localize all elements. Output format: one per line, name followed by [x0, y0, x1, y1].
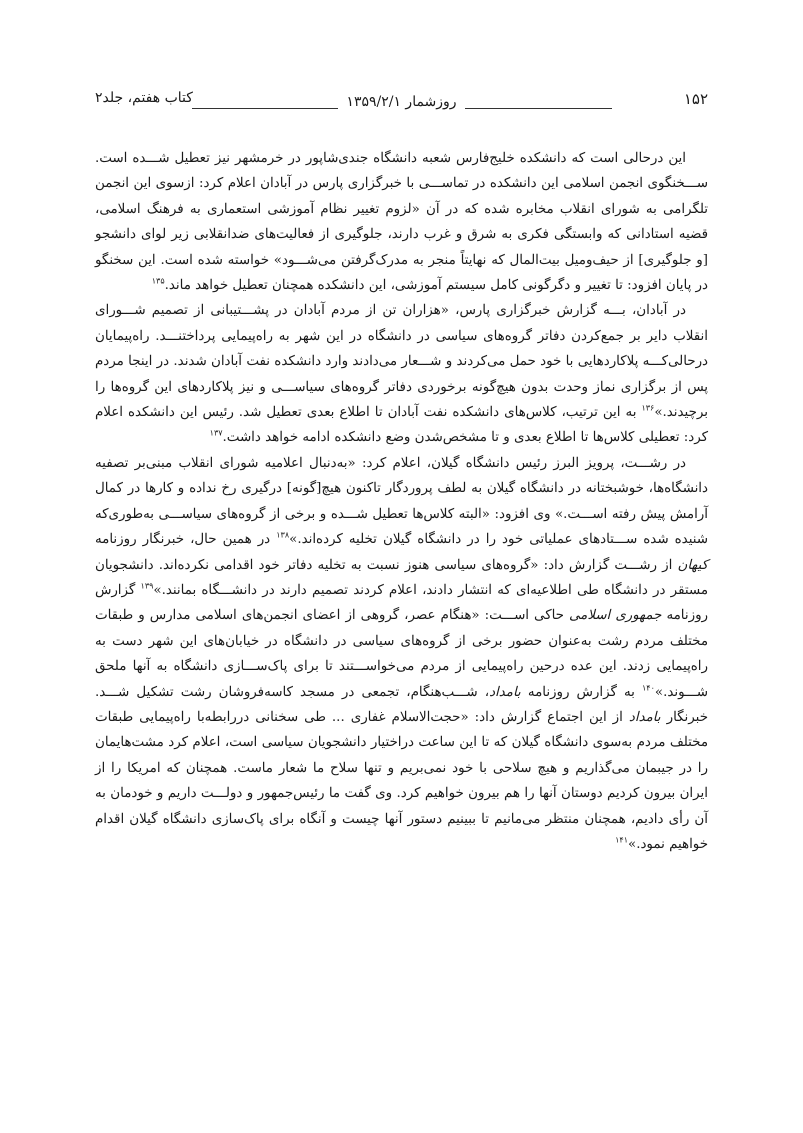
page-number: ۱۵۲: [683, 90, 708, 108]
newspaper-title: جمهوری اسلامی: [569, 608, 662, 624]
header-date: روزشمار ۱۳۵۹/۲/۱: [346, 94, 457, 110]
header-date-rule: [192, 94, 612, 110]
paragraph-text: به این ترتیب، کلاس‌های دانشکده نفت آبادان تا اطلاع بعدی تعطیل شد. رئیس این دانشکده اعلام کرد: تعطیلی کلاس‌ها تا اطلاع بعدی و تا مشخص‌شدن وضع دانشکده ادامه خواهد داشت.: [95, 405, 708, 446]
footnote-ref: ۱۴۰: [641, 683, 655, 693]
footnote-ref: ۱۳۸: [276, 530, 290, 540]
paragraph: [95, 146, 708, 298]
running-header: [95, 90, 708, 120]
body-text: [95, 146, 708, 857]
footnote-ref: ۱۳۷: [209, 429, 223, 438]
paragraph-text: حاکی اســـت: «هنگام عصر، گروهی از اعضای انجمن‌های اسلامی مدارس و طبقات مختلف مردم رشت به‌عنوان حضور برخی از گروه‌های سیاسی در دانشگاه در خیابان‌های این شهر دست به راه‌پیمایی زدند. این عده درحین راه‌پیمایی از مردم می‌خواســـتند تا برای پاک‌ســـازی دانشگاه به آنها ملحق شـــوند.»: [95, 608, 708, 700]
footnote-ref: ۱۳۹: [140, 581, 154, 591]
paragraph: [95, 298, 708, 450]
footnote-ref: ۱۴۱: [615, 835, 629, 845]
header-rule-left: [192, 108, 339, 109]
paragraph-text: گزارش روزنامه: [95, 582, 708, 624]
header-rule-right: [465, 108, 612, 109]
newspaper-title: بامداد: [628, 709, 661, 725]
paragraph-text: ، شـــب‌هنگام، تجمعی در مسجد کاسه‌فروشان رشت تشکیل شـــد. خبرنگار: [95, 684, 708, 725]
footnote-ref: ۱۳۶: [641, 403, 655, 413]
paragraph-text: در رشـــت، پرویز البرز رئیس دانشگاه گیلان، اعلام کرد: «به‌دنبال اعلامیه شورای انقلاب مبنی‌بر تصفیه دانشگاه‌ها، خوشبختانه در دانشگاه گیلان به لطف پروردگار تاکنون هیچ[گونه] درگیری رخ نداده و کارها در کمال آرامش پیش رفته اســـت.» وی افزود: «البته کلاس‌ها تعطیل شـــده و برخی از گروه‌های سیاســـی به‌طوری‌که شنیده شده ســـتادهای عملیاتی خود را در دانشگاه گیلان تخلیه کرده‌اند.»: [95, 455, 708, 548]
newspaper-title: کیهان: [677, 557, 708, 573]
footnote-ref: ۱۳۵: [151, 276, 165, 286]
newspaper-title: بامداد: [489, 684, 521, 700]
paragraph-text: به گزارش روزنامه: [520, 684, 642, 700]
paragraph-text: در همین حال، خبرنگار روزنامه: [95, 532, 277, 548]
paragraph-text: این درحالی است که دانشکده خلیج‌فارس شعبه دانشگاه جندی‌شاپور در خرمشهر نیز تعطیل شـــده است. ســـخنگوی انجمن اسلامی این دانشکده در تماســـی با خبرگزاری پارس در آبادان اعلام کرد: ازسوی این انجمن تلگرامی به شورای انقلاب مخابره شده که در آن «لزوم تغییر نظام آموزشی استعماری به فرهنگ اسلامی، قضیه استادانی که وابستگی فکری به شرق و غرب دارند، جلوگیری از فعالیت‌های ضدانقلابی زیر لوای دانشجو [و جلوگیری] از حیف‌ومیل بیت‌المال که نهایتاً منجر به مدرک‌گرفتن می‌شـــود» خواسته شده است. این سخنگو در پایان افزود: تا تغییر و دگرگونی کامل سیستم آموزشی، این دانشکده همچنان تعطیل خواهد ماند.: [95, 151, 708, 294]
book-title: کتاب هفتم، جلد۲: [95, 90, 193, 106]
paragraph-text: از رشـــت گزارش داد: «گروه‌های سیاسی هنوز نسبت به تخلیه دفاتر خود اقدامی نکرده‌اند. دانشجویان مستقر در دانشگاه طی اطلاعیه‌ای که انتشار دادند، اعلام کردند تصمیم دارند در دانشـــگاه بمانند.»: [95, 557, 709, 598]
paragraph-text: در آبادان، بـــه گزارش خبرگزاری پارس، «هزاران تن از مردم آبادان در پشـــتیبانی از تصمیم شـــورای انقلاب دایر بر جمع‌کردن دفاتر گروه‌های سیاسی در دانشگاه در این شهر به راه‌پیمایی پرداختنـــد. راه‌پیمایان درحالی‌کـــه پلاکاردهایی با خود حمل می‌کردند و شـــعار می‌دادند وارد دانشکده نفت آبادان شدند. در اینجا مردم پس از برگزاری نماز وحدت بدون هیچ‌گونه برخوردی دفاتر گروه‌های سیاســـی و نیز پلاکاردهای این گروه‌ها را برچیدند.»: [95, 303, 708, 421]
paragraph: [95, 451, 708, 858]
paragraph-text: از این اجتماع گزارش داد: «حجت‌الاسلام غفاری ... طی سخنانی دررابطه‌با راه‌پیمایی طبقات مختلف مردم به‌سوی دانشگاه گیلان که تا این ساعت دراختیار دانشجویان سیاسی است، اعلام کرد مشت‌هایمان را در جیبمان می‌گذاریم و هیچ سلاحی با خود نمی‌بریم و تنها سلاح ما شعار ماست. همچنان که امریکا را از ایران بیرون کردیم دوستان آنها را هم بیرون خواهیم کرد. وی گفت ما رئیس‌جمهور و دولـــت داریم و خودمان به آن رأی دادیم، همچنان منتظر می‌مانیم تا ببینیم دستور آنها چیست و آنگاه برای پاک‌سازی دانشگاه گیلان اقدام خواهیم نمود.»: [95, 709, 708, 852]
